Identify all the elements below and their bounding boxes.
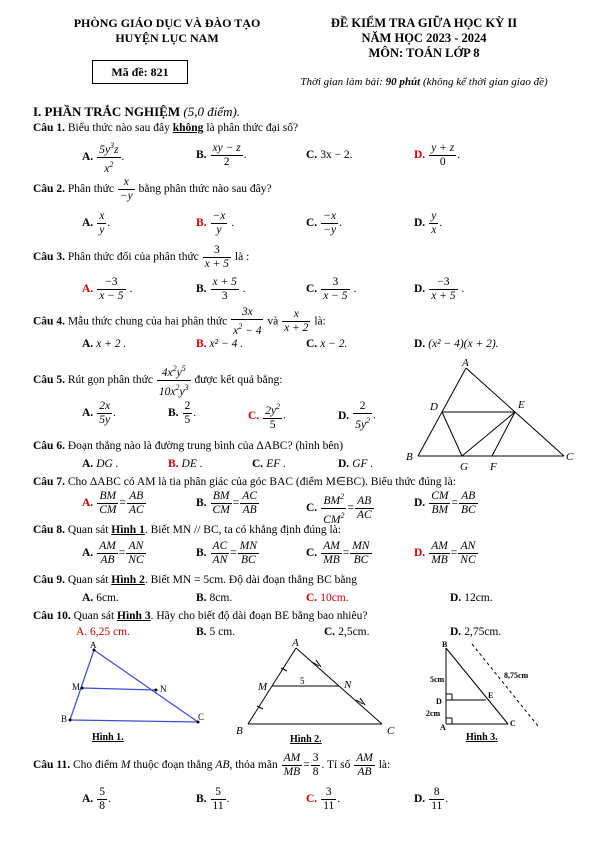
fig3-label-e: E (488, 691, 494, 700)
figure-2 (232, 636, 412, 744)
fig-label-c: C (566, 451, 574, 463)
fig2-label-c: C (387, 725, 395, 737)
q4-a-text: x + 2 . (96, 338, 127, 350)
fig3-5cm: 5cm (430, 675, 445, 684)
q10-text-a: Quan sát (70, 610, 118, 622)
q7-option-c[interactable]: C. $\frac{BM^2}{CM^2}$ = $\frac{AB}{AC}$ (306, 492, 372, 526)
q8-fig-ref: Hình 1 (111, 524, 145, 536)
dept-line2: HUYỆN LỤC NAM (115, 31, 219, 45)
q10-b-text: 5 cm. (209, 626, 236, 638)
q11-text-a: Cho điểm (70, 759, 121, 772)
question-2: Câu 2. Phân thức $\frac{x}{-y}$ bằng phân thức nào sau đây? (33, 176, 272, 202)
q1-c-letter: C. (306, 149, 318, 161)
fig2-label-n: N (344, 679, 352, 691)
q1-text-a: Biểu thức nào sau đây (64, 122, 173, 134)
q10-option-c[interactable]: C. 2,5cm. (324, 626, 370, 638)
q11-text-m: M (120, 759, 131, 772)
q8-text-b: . Biết MN // BC, ta có khẳng định đúng là: (144, 524, 341, 536)
question-10 (33, 610, 367, 622)
q2-option-b[interactable]: B. $\frac{-x}{y}$ . (196, 210, 235, 236)
question-6 (33, 440, 343, 452)
section-title (33, 104, 240, 120)
time-value: 90 phút (385, 76, 421, 88)
fig2-mn-length: 5 (300, 676, 305, 686)
q2-text-b: bằng phân thức nào sau đây? (135, 183, 272, 196)
fig2-label-m: M (258, 681, 268, 693)
title-block (268, 16, 580, 61)
q7-text: Cho ΔABC có AM là tia phân giác của góc BAC (điểm M∈BC). Biểu thức đúng là: (64, 476, 456, 488)
q6-b-text: DE . (181, 458, 203, 470)
q5-label: Câu 5. (33, 373, 65, 386)
q5-option-d[interactable]: D. $\frac{2}{5y^2}$ . (338, 400, 376, 431)
q2-label: Câu 2. (33, 183, 65, 196)
figure-3 (420, 640, 560, 744)
department-block (52, 16, 282, 46)
q10-option-a[interactable] (76, 626, 130, 638)
q9-d-text: 12cm. (464, 592, 493, 604)
fig3-label-d: D (436, 697, 442, 706)
fig-label-e: E (518, 399, 525, 411)
fig3-label-a: A (440, 723, 446, 732)
fig-label-f: F (490, 461, 497, 473)
q3-option-d[interactable]: D. $\frac{-3}{x + 5}$ . (414, 276, 465, 302)
fig3-label-b: B (442, 640, 448, 649)
title-line3: MÔN: TOÁN LỚP 8 (368, 46, 480, 60)
q6-a-text: DG . (96, 458, 119, 470)
q4-c-text: x − 2. (320, 338, 348, 350)
q3-text-b: là : (232, 251, 250, 264)
fig-label-d: D (430, 401, 438, 413)
question-3: Câu 3. Phân thức đối của phân thức $\frac{3}{x + 5}$ là : (33, 244, 250, 270)
q4-option-c[interactable]: C. x − 2. (306, 338, 348, 350)
q1-label: Câu 1. (33, 122, 65, 134)
q9-text-a: Quan sát (64, 574, 112, 586)
q4-option-d[interactable]: D. (x² − 4)(x + 2). (414, 338, 499, 350)
time-prefix: Thời gian làm bài: (300, 76, 386, 88)
fig3-875cm: 8,75cm (504, 671, 529, 680)
fig2-label-b: B (236, 725, 243, 737)
q8-option-a[interactable]: A. $\frac{AM}{AB}$ = $\frac{AN}{NC}$ (82, 540, 144, 566)
q4-label: Câu 4. (33, 315, 65, 328)
question-1 (33, 122, 298, 134)
question-4: Câu 4. Mẫu thức chung của hai phân thức $\frac{3x}{x^2 - 4}$ và $\frac{x}{x + 2}$ là: (33, 306, 326, 337)
fig1-label-n: N (160, 684, 167, 694)
q9-option-d[interactable]: D. 12cm. (450, 592, 493, 604)
q2-option-c[interactable]: C. $\frac{-x}{-y}$ . (306, 210, 342, 236)
question-5: Câu 5. Rút gọn phân thức $\frac{4x^2y^5}{10x^2y^3}$ được kết quả bằng: (33, 364, 283, 398)
q2-option-d[interactable]: D. $\frac{y}{x}$ . (414, 210, 443, 236)
q10-option-d[interactable]: D. 2,75cm. (450, 626, 502, 638)
time-note (268, 76, 580, 88)
q10-c-text: 2,5cm. (338, 626, 370, 638)
q11-text-d: . Tỉ số (321, 759, 354, 772)
q1-text-b: là phân thức đại số? (203, 122, 299, 134)
fig1-label-b: B (61, 714, 68, 724)
section-points: (5,0 điểm). (183, 104, 241, 119)
q11-text-ab: AB (215, 759, 230, 772)
fig-label-b: B (406, 451, 413, 463)
q11-option-b[interactable]: B. $\frac{5}{11}$ . (196, 786, 230, 812)
q8-label: Câu 8. (33, 524, 65, 536)
fig1-label-c: C (198, 712, 205, 722)
q11-text-e: là: (375, 759, 391, 772)
q9-option-a[interactable]: A. 6cm. (82, 592, 119, 604)
q9-c-text: 10cm. (320, 592, 349, 604)
q10-option-b[interactable]: B. 5 cm. (196, 626, 236, 638)
q6-option-b[interactable]: B. DE . (168, 458, 203, 470)
q11-text-mid: thuộc đoạn thẳng (130, 759, 216, 772)
question-8 (33, 524, 341, 536)
title-line2: NĂM HỌC 2023 - 2024 (361, 31, 487, 45)
q9-b-text: 8cm. (209, 592, 233, 604)
q1-c-text: 3x − 2. (320, 149, 353, 161)
q9-option-b[interactable]: B. 8cm. (196, 592, 233, 604)
triangle-midline-figure (402, 356, 582, 474)
fig1-caption: Hình 1. (92, 732, 124, 742)
q3-option-a[interactable]: A. $\frac{-3}{x - 5}$ . (82, 276, 133, 302)
q4-b-text: x² − 4 . (209, 338, 244, 350)
q8-option-d[interactable]: D. $\frac{AM}{MB}$ = $\frac{AN}{NC}$ (414, 540, 476, 566)
q11-label: Câu 11. (33, 759, 71, 772)
q1-a-frac: $\frac{5y^3z}{x^2}$ (99, 141, 119, 175)
q10-text-b: . Hãy cho biết độ dài đoạn BE bằng bao nhiêu? (150, 610, 368, 622)
q5-option-c[interactable]: C. $\frac{2y^2}{5}$ . (248, 402, 286, 431)
q3-text-a: Phân thức đối của phân thức (64, 251, 202, 264)
time-suffix: (không kể thời gian giao đề) (420, 76, 548, 88)
q10-d-text: 2,75cm. (464, 626, 502, 638)
q2-text-a: Phân thức (64, 183, 117, 196)
q11-option-a[interactable]: A. $\frac{5}{8}$ . (82, 786, 111, 812)
q1-b-letter: B. (196, 149, 207, 162)
question-7 (33, 474, 456, 488)
q11-option-d[interactable]: D. $\frac{8}{11}$ . (414, 786, 449, 812)
q9-label: Câu 9. (33, 574, 65, 586)
q6-label: Câu 6. (33, 440, 65, 452)
q1-d-letter: D. (414, 149, 426, 162)
q3-label: Câu 3. (33, 251, 65, 264)
q4-text-b: là: (311, 315, 326, 328)
q1-option-b[interactable]: B. $\frac{xy - z}{2}$ . (196, 142, 247, 168)
q3-option-b[interactable]: B. $\frac{x + 5}{3}$ . (196, 276, 246, 302)
q4-text-mid: và (264, 315, 282, 328)
dept-line1: PHÒNG GIÁO DỤC VÀ ĐÀO TẠO (73, 16, 261, 30)
exam-code: Mã đề: 821 (92, 60, 188, 84)
q7-option-b[interactable]: B. $\frac{BM}{CM}$ = $\frac{AC}{AB}$ (196, 490, 257, 516)
q1-option-c[interactable] (306, 149, 353, 161)
q5-option-b[interactable]: B. $\frac{2}{5}$ . (168, 400, 197, 426)
q7-label: Câu 7. (33, 476, 65, 488)
fig-label-a: A (462, 357, 469, 369)
q6-c-text: EF . (266, 458, 286, 470)
q6-d-text: GF . (352, 458, 374, 470)
fig3-label-c: C (510, 719, 516, 728)
fig2-label-a: A (292, 637, 299, 649)
q3-option-c[interactable]: C. $\frac{3}{x - 5}$ . (306, 276, 357, 302)
q6-option-c[interactable]: C. EF . (252, 458, 286, 470)
q9-text-b: . Biết MN = 5cm. Độ dài đoạn thẳng BC bằng (144, 574, 358, 586)
fig2-caption: Hình 2. (290, 734, 322, 744)
q2-option-a[interactable]: A. $\frac{x}{y}$ . (82, 210, 111, 236)
q6-option-a[interactable]: A. DG . (82, 458, 119, 470)
q1-emphasis: không (172, 122, 204, 134)
section-title-text: I. PHẦN TRẮC NGHIỆM (33, 104, 184, 119)
q8-option-c[interactable]: C. $\frac{AM}{MB}$ = $\frac{MN}{BC}$ (306, 540, 370, 566)
q9-fig-ref: Hình 2 (111, 574, 145, 586)
q1-option-a[interactable]: A. $\frac{5y^3z}{x^2}$ . (82, 141, 125, 175)
q10-a-text: A. 6,25 cm. (76, 626, 130, 638)
q7-option-a[interactable]: A. $\frac{BM}{CM}$ = $\frac{AB}{AC}$ (82, 490, 144, 516)
q11-option-c[interactable]: C. $\frac{3}{11}$ . (306, 786, 341, 812)
title-line1: ĐỀ KIỂM TRA GIỮA HỌC KỲ II (330, 16, 518, 30)
question-11: Câu 11. Cho điểm M thuộc đoạn thẳng AB, thỏa mãn $\frac{AM}{MB}$ = $\frac{3}{8}$ . Tỉ số $\frac{AM}{AB}$ là: (33, 752, 391, 778)
fig3-caption: Hình 3. (466, 732, 498, 743)
q8-text-a: Quan sát (64, 524, 112, 536)
q5-text-b: được kết quả bằng: (191, 373, 283, 386)
q5-text-a: Rút gọn phân thức (64, 373, 156, 386)
fig1-label-a: A (90, 642, 97, 650)
q1-option-d[interactable]: D. $\frac{y + z}{0}$ . (414, 142, 461, 168)
q4-option-b[interactable]: B. x² − 4 . (196, 338, 244, 350)
q11-text-c: , thỏa mãn (229, 759, 281, 772)
q7-option-d[interactable]: D. $\frac{CM}{BM}$ = $\frac{AB}{BC}$ (414, 490, 476, 516)
q1-a-letter: A. (82, 150, 94, 163)
question-9 (33, 574, 357, 586)
q10-fig-ref: Hình 3 (117, 610, 151, 622)
q4-text-a: Mẫu thức chung của hai phân thức (64, 315, 231, 328)
q9-a-text: 6cm. (96, 592, 119, 604)
q8-option-b[interactable]: B. $\frac{AC}{AN}$ = $\frac{MN}{BC}$ (196, 540, 257, 566)
q5-option-a[interactable]: A. $\frac{2x}{5y}$ . (82, 400, 116, 426)
fig3-2cm: 2cm (426, 709, 441, 718)
q10-label: Câu 10. (33, 610, 71, 622)
q6-option-d[interactable]: D. GF . (338, 458, 374, 470)
q4-d-text: (x² − 4)(x + 2). (428, 338, 499, 350)
fig-label-g: G (460, 461, 468, 473)
fig1-label-m: M (72, 682, 81, 692)
q6-text: Đoạn thẳng nào là đường trung bình của ΔABC? (hình bên) (64, 440, 344, 452)
figure-1 (58, 642, 218, 742)
q9-option-c[interactable]: C. 10cm. (306, 592, 349, 604)
q4-option-a[interactable]: A. x + 2 . (82, 338, 127, 350)
